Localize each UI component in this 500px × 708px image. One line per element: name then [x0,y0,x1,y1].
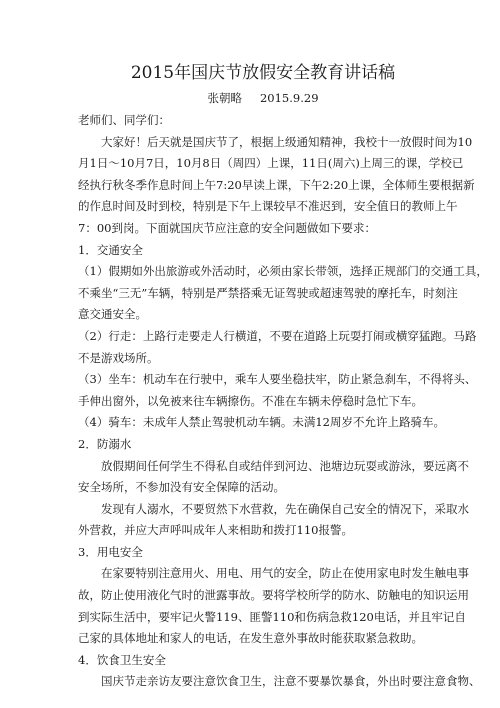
document-title: 2015年国庆节放假安全教育讲话稿 [130,63,396,83]
text-line: 不是游戏场所。 [78,350,159,365]
text-line: 在家要特别注意用火、用电、用气的安全，防止在使用家电时发生触电事 [101,566,469,581]
traffic-item-4 [78,412,448,434]
text-line: 月1日～10月7日，10月8日（周四）上课，11日(周六)上周三的课，学校已 [78,156,464,171]
document-date: 2015.9.29 [259,91,319,105]
author-line [78,90,448,106]
text-line: （3）坐车：机动车在行驶中，乘车人要坐稳扶牢，防止紧急刹车，不得将头、 [78,372,477,387]
text-line: 大家好！后天就是国庆节了，根据上级通知精神，我校十一放假时间为10 [101,134,473,149]
text-line: 手伸出窗外，以免被来往车辆擦伤。不准在车辆未停稳时急忙下车。 [78,393,423,408]
food-paragraph [78,671,481,693]
drowning-paragraph-2 [78,499,469,542]
text-line: 经执行秋冬季作息时间上午7:20早读上课，下午2:20上课，全体师生要根据新 [78,177,475,192]
text-line: 意交通安全。 [78,307,147,322]
traffic-item-1 [78,261,488,326]
greeting: 老师们、同学们： [78,113,170,127]
traffic-item-3 [78,369,477,412]
traffic-item-2 [78,326,477,369]
author-name: 张朝略 [207,91,242,105]
text-line: 不乘坐“三无”车辆，特别是严禁搭乘无证驾驶或超速驾驶的摩托车，时刻注 [78,285,458,300]
intro-paragraph [78,132,475,240]
text-line: 到实际生活中，要牢记火警119、匪警110和伤病急救120电话，并且牢记自 [78,609,466,624]
text-line: 故，防止使用液化气时的泄露事故。要将学校所学的防水、防触电的知识运用 [78,588,469,603]
section-heading-traffic: 1．交通安全 [78,242,143,257]
text-line: 外营救，并应大声呼叫成年人来相助和拨打110报警。 [78,523,353,538]
text-line: 安全场所，不参加没有安全保障的活动。 [78,480,285,495]
electricity-paragraph [78,563,469,649]
text-line: 发现有人溺水，不要贸然下水营救，先在确保自己安全的情况下，采取水 [101,501,469,516]
text-line: 国庆节走亲访友要注意饮食卫生，注意不要暴饮暴食，外出时要注意食物、 [101,674,481,689]
section-heading-electricity: 3．用电安全 [78,544,143,559]
text-line: （2）行走：上路行走要走人行横道，不要在道路上玩耍打闹或横穿猛跑。马路 [78,328,477,343]
text-line: （1）假期如外出旅游或外活动时，必须由家长带领，选择正规部门的交通工具， [78,264,488,279]
section-heading-food: 4．饮食卫生安全 [78,652,166,667]
text-line: 7：00到岗。下面就国庆节应注意的安全问题做如下要求： [78,220,376,235]
text-line: 放假期间任何学生不得私自或结伴到河边、池塘边玩耍或游泳，要远离不 [101,458,469,473]
section-heading-drowning: 2．防溺水 [78,436,132,451]
text-line: 的作息时间及时到校，特别是下午上课较早不准迟到，安全值日的教师上午 [78,199,458,214]
text-line: 己家的具体地址和家人的电话，在发生意外事故时能获取紧急救助。 [78,631,423,646]
drowning-paragraph-1 [78,456,469,499]
text-line: （4）骑车：未成年人禁止驾驶机动车辆。未满12周岁不允许上路骑车。 [78,415,445,430]
